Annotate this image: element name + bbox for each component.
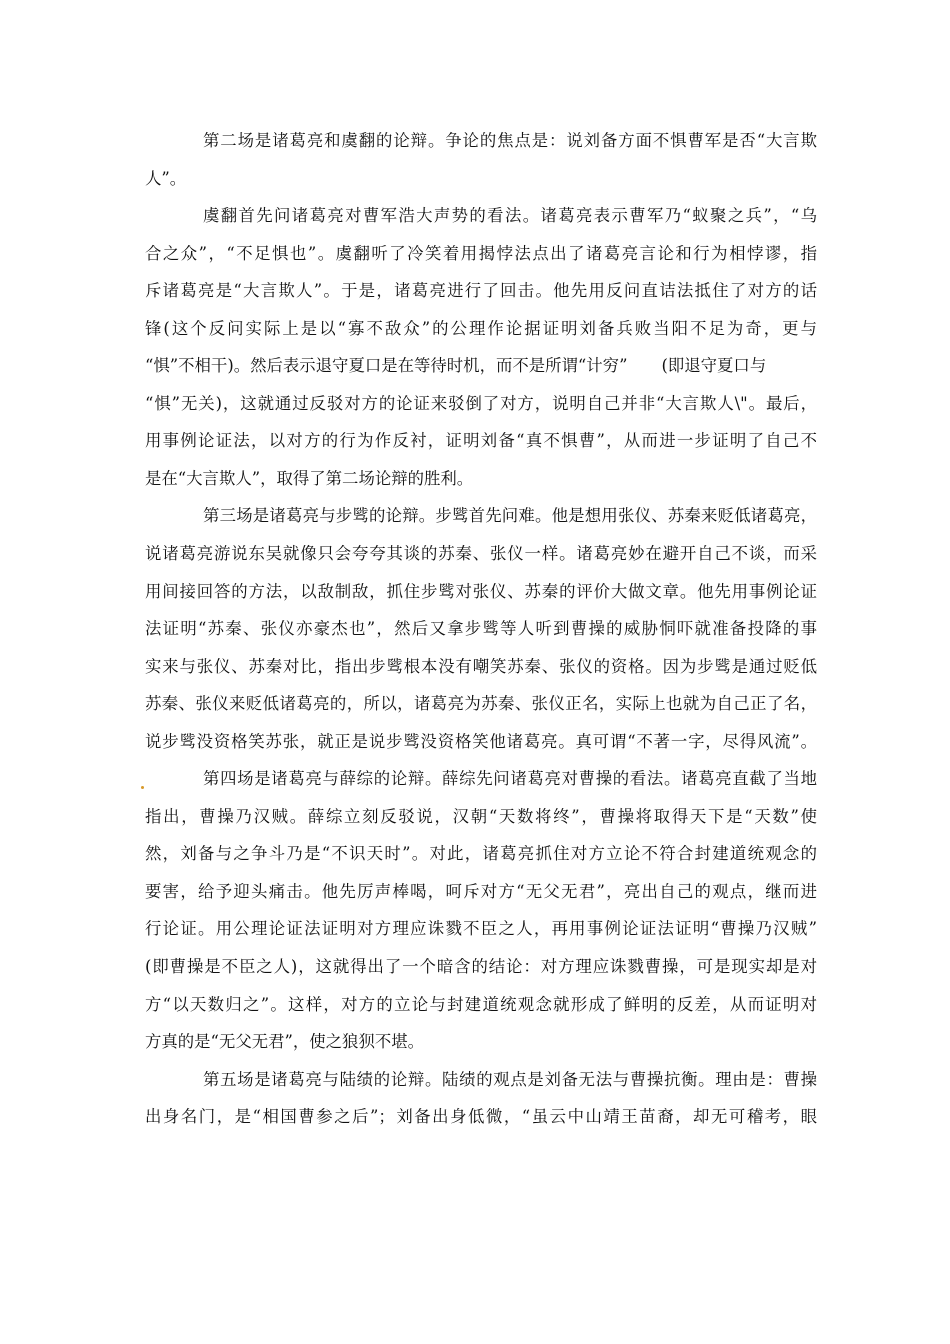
text-line: 第五场是诸葛亮与陆绩的论辩。陆绩的观点是刘备无法与曹操抗衡。理由是：曹操: [203, 1069, 817, 1089]
text-line: “惧”无关)，这就通过反驳对方的论证来驳倒了对方，说明自己并非“大言欺人\"。最后，: [145, 393, 817, 413]
text-line: 锋(这个反问实际上是以“寡不敌众”的公理作论据证明刘备兵败当阳不足为奇，更与: [145, 318, 817, 338]
text-line: 方真的是“无父无君”，使之狼狈不堪。: [145, 1032, 425, 1052]
text-line: 指出，曹操乃汉贼。薛综立刻反驳说，汉朝“天数将终”，曹操将取得天下是“天数”使: [145, 806, 817, 826]
text-line: 虞翻首先问诸葛亮对曹军浩大声势的看法。诸葛亮表示曹军乃“蚁聚之兵”，“乌: [203, 206, 817, 226]
text-line: 第三场是诸葛亮与步骘的论辩。步骘首先问难。他是想用张仪、苏秦来贬低诸葛亮，: [203, 506, 817, 526]
text-segment: “惧”不相干)。然后表示退守夏口是在等待时机，而不是所谓“计穷”: [145, 356, 628, 376]
text-line: 行论证。用公理论证法证明对方理应诛戮不臣之人，再用事例论证法证明“曹操乃汉贼”: [145, 919, 817, 939]
text-line: 方“以天数归之”。这样，对方的立论与封建道统观念就形成了鲜明的反差，从而证明对: [145, 994, 817, 1014]
text-line: 法证明“苏秦、张仪亦豪杰也”，然后又拿步骘等人听到曹操的威胁恫吓就准备投降的事: [145, 619, 817, 639]
text-line: 说诸葛亮游说东吴就像只会夸夸其谈的苏秦、张仪一样。诸葛亮妙在避开自己不谈，而采: [145, 544, 817, 564]
text-segment: (即退守夏口与: [661, 356, 767, 376]
text-line: (即曹操是不臣之人)，这就得出了一个暗含的结论：对方理应诛戮曹操，可是现实却是对: [145, 957, 817, 977]
text-line: 是在“大言欺人”，取得了第二场论辩的胜利。: [145, 468, 474, 488]
text-line: 用事例论证法，以对方的行为作反衬，证明刘备“真不惧曹”，从而进一步证明了自己不: [145, 431, 817, 451]
text-line: 说步骘没资格笑苏张，就正是说步骘没资格笑他诸葛亮。真可谓“不著一字，尽得风流”。: [145, 731, 817, 751]
text-line: 要害，给予迎头痛击。他先厉声棒喝，呵斥对方“无父无君”，亮出自己的观点，继而进: [145, 881, 817, 901]
document-body: [145, 122, 817, 1136]
text-line: [145, 347, 817, 385]
text-line: 用间接回答的方法，以敌制敌，抓住步骘对张仪、苏秦的评价大做文章。他先用事例论证: [145, 581, 817, 601]
text-line: 实来与张仪、苏秦对比，指出步骘根本没有嘲笑苏秦、张仪的资格。因为步骘是通过贬低: [145, 656, 817, 676]
stray-mark: [141, 786, 144, 789]
text-line: 出身名门，是“相国曹参之后”；刘备出身低微，“虽云中山靖王苗裔，却无可稽考，眼: [145, 1107, 817, 1127]
text-line: 然，刘备与之争斗乃是“不识天时”。对此，诸葛亮抓住对方立论不符合封建道统观念的: [145, 844, 817, 864]
text-line: 人”。: [145, 168, 187, 188]
text-line: 苏秦、张仪来贬低诸葛亮的，所以，诸葛亮为苏秦、张仪正名，实际上也就为自己正了名，: [145, 694, 817, 714]
text-line: 斥诸葛亮是“大言欺人”。于是，诸葛亮进行了回击。他先用反问直诘法抵住了对方的话: [145, 281, 817, 301]
text-line: 合之众”，“不足惧也”。虞翻听了冷笑着用揭悖法点出了诸葛亮言论和行为相悖谬，指: [145, 243, 817, 263]
text-line: 第二场是诸葛亮和虞翻的论辩。争论的焦点是：说刘备方面不惧曹军是否“大言欺: [203, 131, 817, 150]
text-line: 第四场是诸葛亮与薛综的论辩。薛综先问诸葛亮对曹操的看法。诸葛亮直截了当地: [203, 769, 817, 789]
